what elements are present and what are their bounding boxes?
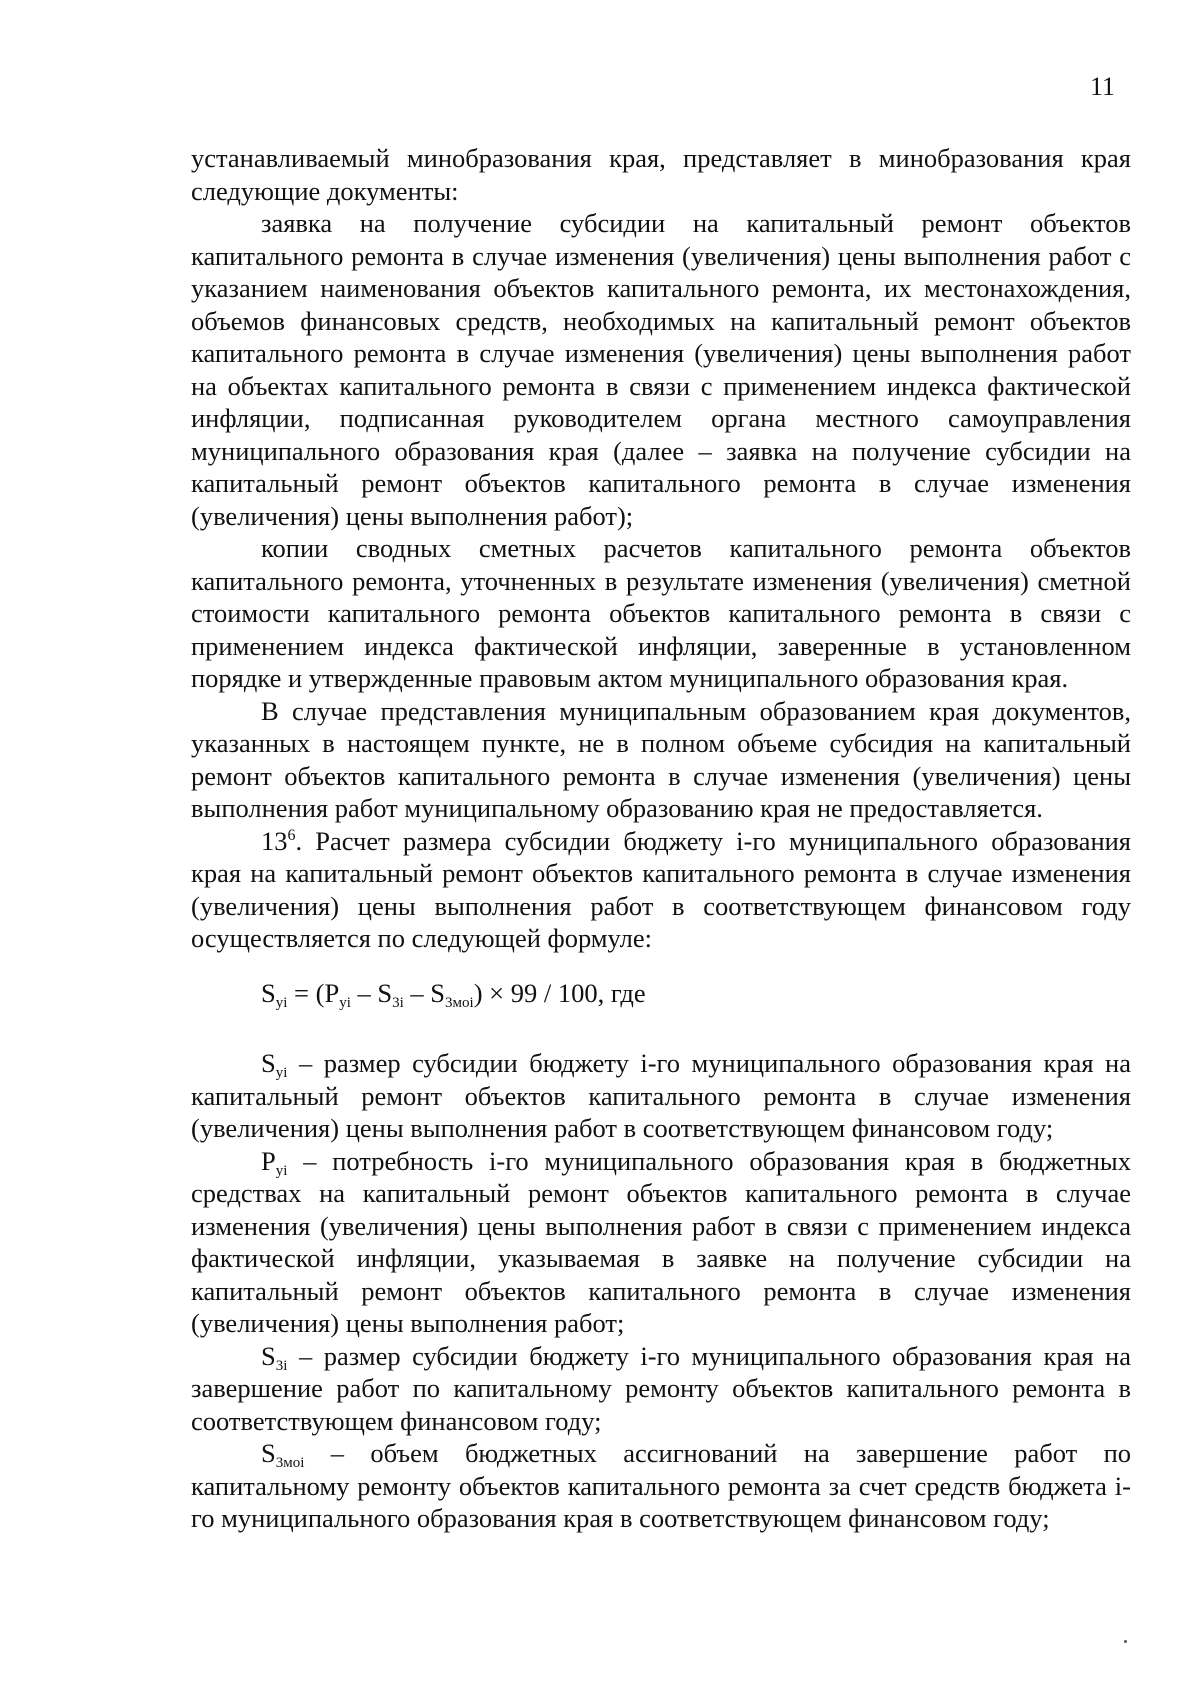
definition-subscript: 3моi xyxy=(275,1455,305,1471)
formula-subscript: yi xyxy=(275,994,288,1011)
definition-text: – объем бюджетных ассигнований на завершение работ по капитальному ремонту объектов капитального ремонта за счет средств бюджета i-го муниципального образования края в соответствующем финансовом году; xyxy=(191,1438,1131,1533)
formula-subscript: yi xyxy=(339,994,351,1011)
definition-symbol: S xyxy=(261,1048,276,1078)
paragraph-intro: устанавливаемый минобразования края, представляет в минобразования края следующие документы: xyxy=(191,143,1131,206)
formula-subscript: 3моi xyxy=(445,994,474,1011)
scan-speck xyxy=(1124,1640,1127,1643)
formula xyxy=(191,977,1131,1010)
formula-tail: ) × 99 / 100, где xyxy=(473,977,646,1008)
clause-number: 13 xyxy=(261,825,288,856)
paragraph-incomplete-documents: В случае представления муниципальным образованием края документов, указанных в настоящем пункте, не в полном объеме субсидия на капитальный ремонт объектов капитального ремонта в случае изменения (увеличения) цены выполнения работ муниципальному образованию края не предоставляется. xyxy=(191,695,1131,823)
paragraph-13-6 xyxy=(191,825,1131,955)
paragraph-estimates: копии сводных сметных расчетов капитального ремонта объектов капитального ремонта, уточненных в результате изменения (увеличения) сметной стоимости капитального ремонта объектов капитального ремонта в связи с применением индекса фактической инфляции, заверенные в установленном порядке и утвержденные правовым актом муниципального образования края. xyxy=(191,533,1131,693)
definition-text: – потребность i-го муниципального образования края в бюджетных средствах на капитальный ремонт объектов капитального ремонта в случае изменения (увеличения) цены выполнения работ в связи с применением индекса фактической инфляции, указываемая в заявке на получение субсидии на капитальный ремонт объектов капитального ремонта в случае изменения (увеличения) цены выполнения работ; xyxy=(191,1145,1131,1338)
definition-subscript: 3i xyxy=(275,1357,288,1374)
definition-text: – размер субсидии бюджету i-го муниципального образования края на капитальный ремонт объектов капитального ремонта в случае изменения (увеличения) цены выполнения работ в соответствующем финансовом году; xyxy=(191,1048,1131,1143)
formula-equals: = (P xyxy=(287,977,340,1008)
clause-text: . Расчет размера субсидии бюджету i-го муниципального образования края на капитальный ремонт объектов капитального ремонта в случае изменения (увеличения) цены выполнения работ в соответствующем финансовом году осуществляется по следующей формуле: xyxy=(191,825,1131,953)
definition-symbol: S xyxy=(261,1438,276,1468)
formula-minus: – S xyxy=(350,977,393,1008)
definition-s3i xyxy=(191,1340,1131,1438)
definition-subscript: yi xyxy=(275,1065,288,1081)
definition-subscript: yi xyxy=(275,1162,288,1179)
clause-superscript: 6 xyxy=(287,826,296,844)
formula-minus: – S xyxy=(403,977,446,1008)
definition-text: – размер субсидии бюджету i-го муниципального образования края на завершение работ по капитальному ремонту объектов капитального ремонта в соответствующем финансовом году; xyxy=(191,1340,1131,1436)
definition-pyi xyxy=(191,1145,1131,1340)
formula-subscript: 3i xyxy=(392,994,404,1011)
definition-s3moi xyxy=(191,1437,1131,1535)
body-text xyxy=(191,142,1131,1535)
formula-symbol-s: S xyxy=(261,977,276,1008)
page-number: 11 xyxy=(1090,72,1116,101)
definition-syi xyxy=(191,1047,1131,1145)
definition-symbol: S xyxy=(261,1340,276,1371)
definition-symbol: P xyxy=(261,1145,276,1176)
paragraph-application: заявка на получение субсидии на капитальный ремонт объектов капитального ремонта в случае изменения (увеличения) цены выполнения работ с указанием наименования объектов капитального ремонта, их местонахождения, объемов финансовых средств, необходимых на капитальный ремонт объектов капитального ремонта в случае изменения (увеличения) цены выполнения работ на объектах капитального ремонта в связи с применением индекса фактической инфляции, подписанная руководителем органа местного самоуправления муниципального образования края (далее – заявка на получение субсидии на капитальный ремонт объектов капитального ремонта в случае изменения (увеличения) цены выполнения работ); xyxy=(191,208,1131,531)
